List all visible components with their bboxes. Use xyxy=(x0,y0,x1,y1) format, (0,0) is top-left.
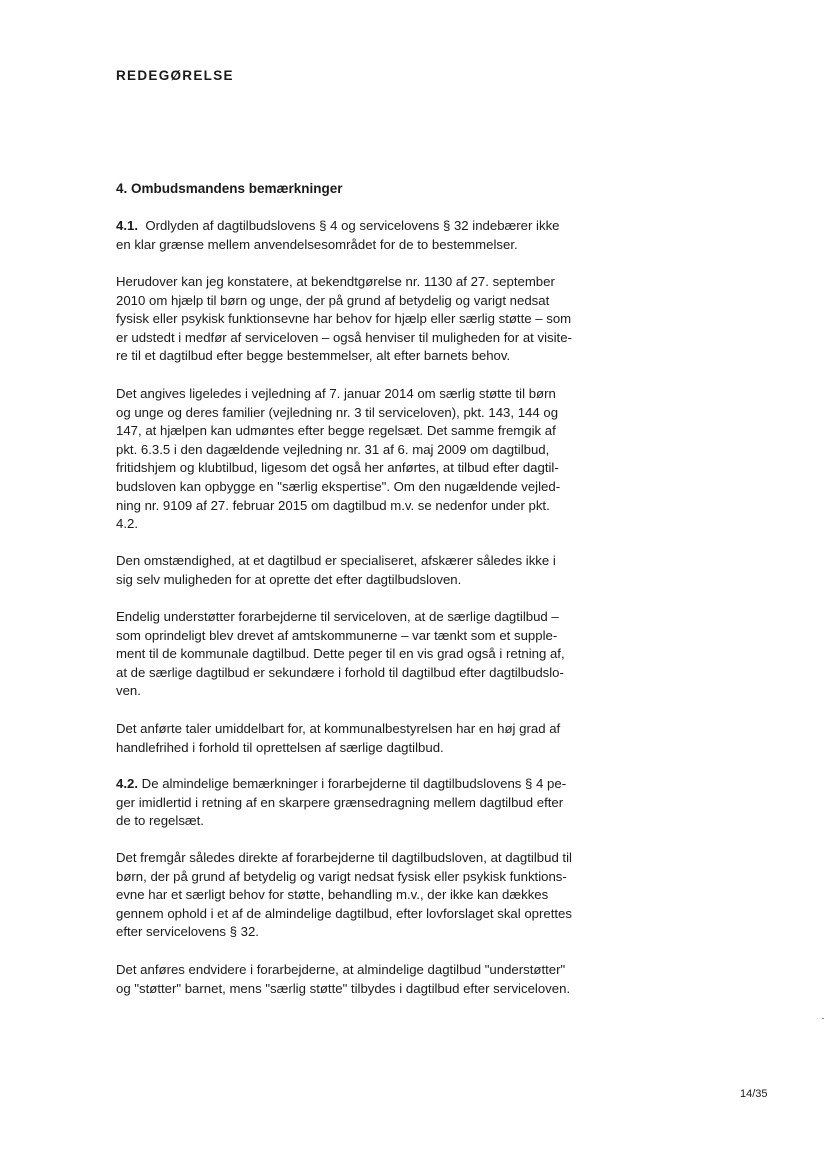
paragraph-line: som oprindeligt blev drevet af amtskommunerne – var tænkt som et supple- xyxy=(116,627,558,643)
paragraph-line: efter servicelovens § 32. xyxy=(116,924,259,940)
paragraph-line: evne har et særligt behov for støtte, behandling m.v., der ikke kan dækkes xyxy=(116,887,549,903)
paragraph-number: 4.2. xyxy=(116,776,138,791)
paragraph-line: pkt. 6.3.5 i den dagældende vejledning nr. 31 af 6. maj 2009 om dagtilbud, xyxy=(116,441,550,457)
paragraph-line: Herudover kan jeg konstatere, at bekendtgørelse nr. 1130 af 27. september xyxy=(116,274,555,289)
paragraph-line: 147, at hjælpen kan udmøntes efter begge regelsæt. Det samme fremgik af xyxy=(116,423,556,439)
paragraph-line: Det fremgår således direkte af forarbejderne til dagtilbudsloven, at dagtilbud til xyxy=(116,850,572,865)
scan-edge-mark xyxy=(822,1018,824,1019)
paragraph-line: at de særlige dagtilbud er sekundære i forhold til dagtilbud efter dagtilbudslo- xyxy=(116,664,564,680)
paragraph-line: ven. xyxy=(116,683,141,699)
paragraph-line: Det anførte taler umiddelbart for, at kommunalbestyrelsen har en høj grad af xyxy=(116,721,561,736)
paragraph-line: 4.2. xyxy=(116,516,138,532)
paragraph-line: børn, der på grund af betydelig og varigt nedsat fysisk eller psykisk funktions- xyxy=(116,868,567,884)
paragraph-4-1 xyxy=(116,217,576,254)
paragraph-line: ment til de kommunale dagtilbud. Dette peger til en vis grad også i retning af, xyxy=(116,646,565,662)
paragraph xyxy=(116,720,576,757)
paragraph xyxy=(116,273,576,366)
paragraph-line: er udstedt i medfør af serviceloven – også henviser til muligheden for at visite- xyxy=(116,329,572,345)
paragraph-line: gennem ophold i et af de almindelige dagtilbud, efter lovforslaget skal oprettes xyxy=(116,905,572,921)
page-number: 14/35 xyxy=(740,1088,768,1100)
paragraph xyxy=(116,552,576,589)
paragraph-line: 2010 om hjælp til børn og unge, der på grund af betydelig og varigt nedsat xyxy=(116,292,550,308)
paragraph-line: fritidshjem og klubtilbud, ligesom det også her anførtes, at tilbud efter dagtil- xyxy=(116,460,559,476)
paragraph-line: re til et dagtilbud efter begge bestemmelser, alt efter barnets behov. xyxy=(116,348,511,364)
paragraph-line: Det anføres endvidere i forarbejderne, at almindelige dagtilbud "understøtter" xyxy=(116,962,566,977)
paragraph-line: en klar grænse mellem anvendelsesområdet for de to bestemmelser. xyxy=(116,236,518,252)
paragraph-line: Den omstændighed, at et dagtilbud er specialiseret, afskærer således ikke i xyxy=(116,553,556,568)
paragraph-line: ger imidlertid i retning af en skarpere grænsedragning mellem dagtilbud efter xyxy=(116,794,564,810)
document-header-title: REDEGØRELSE xyxy=(116,68,234,83)
paragraph-line: handlefrihed i forhold til oprettelsen af særlige dagtilbud. xyxy=(116,739,444,755)
paragraph-line: fysisk eller psykisk funktionsevne har behov for hjælp eller særlig støtte – som xyxy=(116,311,572,327)
paragraph-line: Endelig understøtter forarbejderne til serviceloven, at de særlige dagtilbud – xyxy=(116,609,559,624)
paragraph xyxy=(116,608,576,701)
paragraph xyxy=(116,385,576,534)
paragraph-line: og "støtter" barnet, mens "særlig støtte" tilbydes i dagtilbud efter serviceloven. xyxy=(116,980,571,996)
paragraph xyxy=(116,961,576,998)
paragraph-line: Ordlyden af dagtilbudslovens § 4 og servicelovens § 32 indebærer ikke xyxy=(145,218,560,233)
paragraph-line: budsloven kan opbygge en "særlig ekspertise". Om den nugældende vejled- xyxy=(116,478,561,494)
paragraph-line: Det angives ligeledes i vejledning af 7. januar 2014 om særlig støtte til børn xyxy=(116,386,556,401)
paragraph-line: sig selv muligheden for at oprette det efter dagtilbudsloven. xyxy=(116,571,462,587)
paragraph-line: og unge og deres familier (vejledning nr. 3 til serviceloven), pkt. 143, 144 og xyxy=(116,404,559,420)
paragraph-number: 4.1. xyxy=(116,218,138,233)
paragraph-4-2 xyxy=(116,775,576,831)
section-heading: 4. Ombudsmandens bemærkninger xyxy=(116,181,343,196)
paragraph-line: de to regelsæt. xyxy=(116,813,204,829)
paragraph xyxy=(116,849,576,942)
paragraph-line: ning nr. 9109 af 27. februar 2015 om dagtilbud m.v. se nedenfor under pkt. xyxy=(116,497,550,513)
paragraph-line: De almindelige bemærkninger i forarbejderne til dagtilbudslovens § 4 pe- xyxy=(141,776,567,791)
